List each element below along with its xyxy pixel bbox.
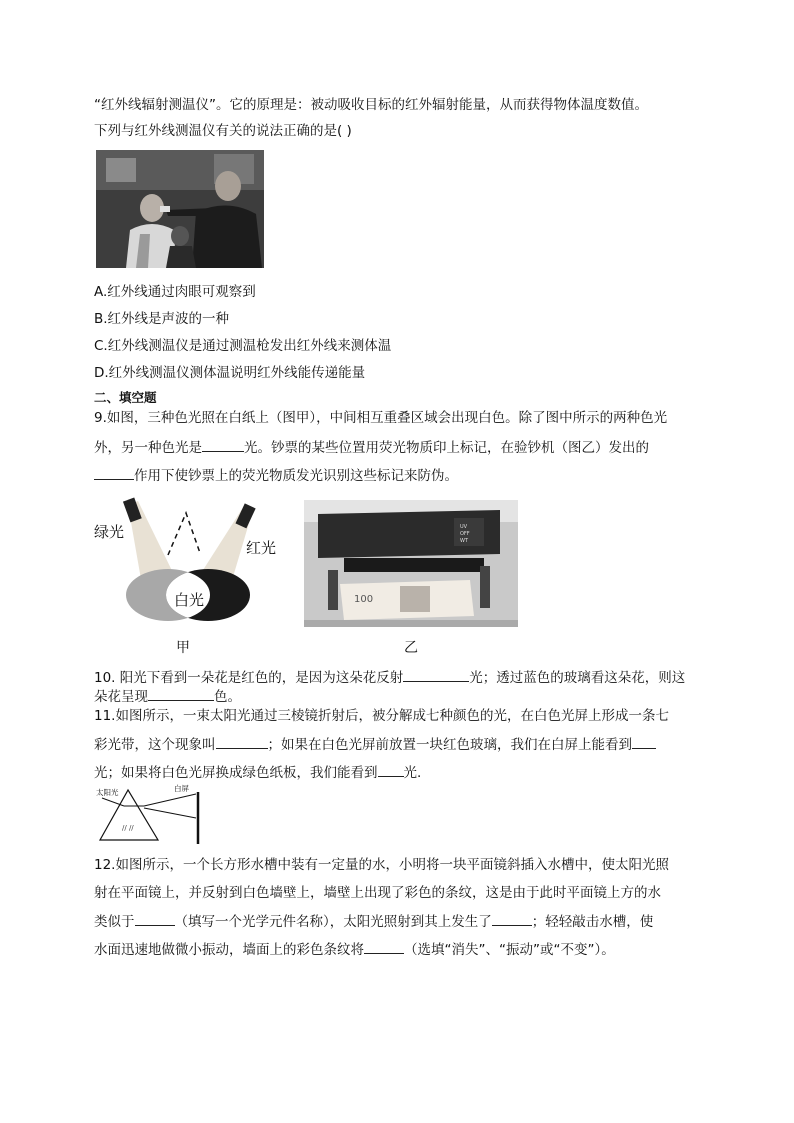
q11-line1: 11.如图所示，一束太阳光通过三棱镜折射后，被分解成七种颜色的光，在白色光屏上形成一条七 <box>94 708 669 724</box>
q9-figure-a <box>90 495 290 630</box>
q9-line3-b: 作用下使钞票上的荧光物质发光识别这些标记来防伪。 <box>134 468 458 484</box>
q11-line3-c: 光. <box>403 765 422 781</box>
q12-line4 <box>94 939 615 960</box>
q12-line2: 射在平面镜上，并反射到白色墙壁上，墙壁上出现了彩色的条纹，这是由于此时平面镜上方的水 <box>94 885 661 901</box>
q9-line2-a: 外，另一种色光是 <box>94 440 202 456</box>
q12-line3-a: 类似于 <box>94 914 135 930</box>
q10-line2 <box>94 686 241 707</box>
q9-line2-b: 光。钞票的某些位置用荧光物质印上标记，在验钞机（图乙）发出的 <box>244 440 649 456</box>
q12-blank-2[interactable] <box>492 911 532 926</box>
q12-line3-b: （填写一个光学元件名称），太阳光照射到其上发生了 <box>174 914 492 930</box>
q11-fig-sun-label: 太阳光 <box>96 788 119 797</box>
q8-photo <box>96 150 264 268</box>
q10-blank-2[interactable] <box>148 686 214 701</box>
q9-fig-b-note-value: 100 <box>354 594 374 605</box>
q12-line3-c: ；轻轻敲击水槽，使 <box>531 914 654 930</box>
q11-blank-1[interactable] <box>216 734 268 749</box>
q9-fig-b-drawing <box>304 500 518 627</box>
q10-blank-1[interactable] <box>403 667 469 682</box>
q12-line1: 12.如图所示，一个长方形水槽中装有一定量的水，小明将一块平面镜斜插入水槽中，使太阳光照 <box>94 857 669 873</box>
section-title: 二、填空题 <box>94 390 157 405</box>
q10-line1-a: 10. 阳光下看到一朵花是红色的，是因为这朵花反射 <box>94 670 404 686</box>
q9-blank-2[interactable] <box>94 465 134 480</box>
q11-blank-2[interactable] <box>632 734 656 749</box>
q9-fig-a-caption: 甲 <box>176 640 190 656</box>
q9-fig-a-white-label: 白光 <box>174 593 205 609</box>
q9-line1: 9.如图，三种色光照在白纸上（图甲），中间相互重叠区域会出现白色。除了图中所示的两种色光 <box>94 410 668 426</box>
q10-line1-b: 光；透过蓝色的玻璃看这朵花，则这 <box>469 670 686 686</box>
q8-option-a: A.红外线通过肉眼可观察到 <box>94 284 256 300</box>
q10-line2-a: 朵花呈现 <box>94 689 148 705</box>
q11-fig-screen-label: 白屏 <box>174 784 189 793</box>
q9-line3 <box>94 465 458 486</box>
q9-blank-1[interactable] <box>202 437 244 452</box>
q9-fig-b-switch-off: OFF <box>460 531 470 537</box>
q9-line2 <box>94 437 649 458</box>
q9-fig-a-red-label: 红光 <box>246 541 277 557</box>
q8-intro: “红外线辐射测温仪”。它的原理是：被动吸收目标的红外辐射能量，从而获得物体温度数值。 <box>94 97 648 113</box>
q9-fig-b-caption: 乙 <box>404 640 418 656</box>
q12-line4-a: 水面迅速地做微小振动，墙面上的彩色条纹将 <box>94 942 364 958</box>
q10-line1 <box>94 667 685 688</box>
q11-line2 <box>94 734 656 755</box>
q11-line3 <box>94 762 421 783</box>
q11-line2-a: 彩光带，这个现象叫 <box>94 737 216 753</box>
q12-line3 <box>94 911 653 932</box>
q8-option-c: C.红外线测温仪是通过测温枪发出红外线来测体温 <box>94 338 392 354</box>
q12-blank-3[interactable] <box>364 939 404 954</box>
q8-option-d: D.红外线测温仪测体温说明红外线能传递能量 <box>94 365 366 381</box>
q8-question: 下列与红外线测温仪有关的说法正确的是( ) <box>94 123 352 139</box>
q9-fig-a-green-label: 绿光 <box>94 525 125 541</box>
q11-prism-figure <box>94 784 214 846</box>
q11-line3-b: 光；如果将白色光屏换成绿色纸板，我们能看到 <box>94 765 378 781</box>
q11-fig-glass-mark: // // <box>122 824 134 832</box>
q11-blank-3[interactable] <box>378 762 404 777</box>
q8-option-b: B.红外线是声波的一种 <box>94 311 230 327</box>
q12-line4-b: （选填“消失”、“振动”或“不变”）。 <box>404 942 615 958</box>
q9-fig-b-switch-uv: UV <box>460 524 468 530</box>
q10-line2-b: 色。 <box>214 689 241 705</box>
q12-blank-1[interactable] <box>135 911 175 926</box>
q8-photo-drawing <box>96 150 264 268</box>
q9-fig-b-switch-wt: WT <box>460 538 468 544</box>
q9-figure-b <box>304 500 518 627</box>
q11-line2-b: ；如果在白色光屏前放置一块红色玻璃，我们在白屏上能看到 <box>267 737 632 753</box>
